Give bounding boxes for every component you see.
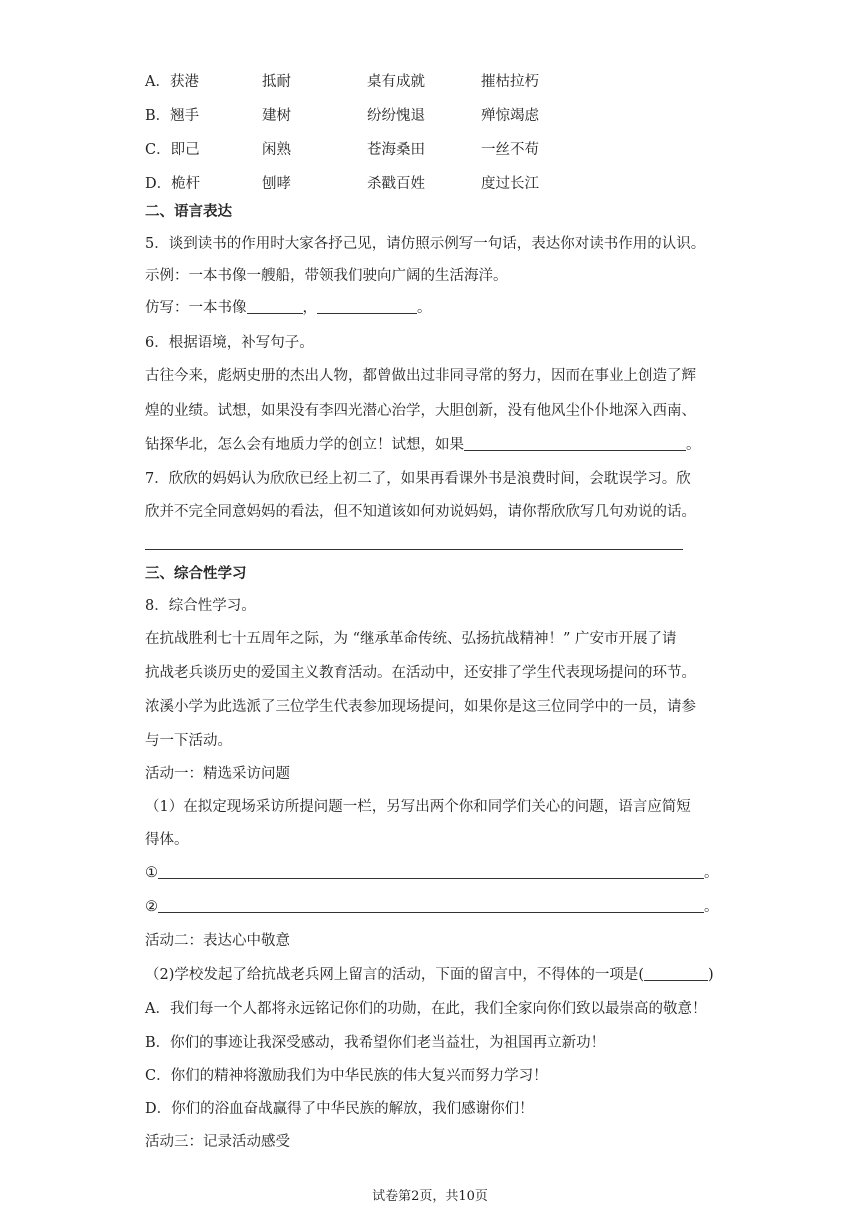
option-word: 闲熟 [262, 142, 291, 158]
question-6-prefix: 钻探华北，怎么会有地质力学的创立！试想，如果 [145, 437, 464, 453]
option-word: 桌有成就 [367, 74, 425, 90]
page-footer: 试卷第2页，共10页 [372, 1189, 488, 1204]
question-5-imitate [145, 298, 432, 318]
question-6-fill [145, 435, 701, 455]
period: 。 [704, 865, 719, 881]
option-label: A．获港 [145, 74, 199, 90]
sub-question-2-text: （2)学校发起了给抗战老兵网上留言的活动，下面的留言中，不得体的一项是( [145, 967, 645, 983]
sub-question-1: （1）在拟定现场采访所提问题一栏，另写出两个你和同学们关心的问题，语言应简短 [145, 799, 691, 815]
question-8-para: 浓溪小学为此选派了三位学生代表参加现场提问，如果你是这三位同学中的一员，请参 [145, 699, 696, 715]
circled-two: ② [145, 899, 158, 915]
option-word: 度过长江 [481, 176, 539, 192]
question-5-example: 示例：一本书像一艘船，带领我们驶向广阔的生活海洋。 [145, 268, 508, 284]
option-word: 摧枯拉朽 [481, 74, 539, 90]
question-7: 欣并不完全同意妈妈的看法，但不知道该如何劝说妈妈，请你帮欣欣写几句劝说的话。 [145, 504, 696, 520]
circled-one: ① [145, 865, 158, 881]
option-word: 建树 [262, 108, 291, 124]
option-label: C．即己 [145, 142, 200, 158]
close-paren: ) [708, 967, 714, 983]
option-label: B．翘手 [145, 108, 200, 124]
sub-question-1: 得体。 [145, 832, 189, 848]
answer-blank[interactable] [464, 436, 686, 451]
activity-1: 活动一：精选采访问题 [145, 766, 290, 782]
question-7: 7．欣欣的妈妈认为欣欣已经上初二了，如果再看课外书是浪费时间，会耽误学习。欣 [145, 471, 691, 487]
option-word: 殚惊竭虑 [481, 108, 539, 124]
question-8-para: 抗战老兵谈历史的爱国主义教育活动。在活动中，还安排了学生代表现场提问的环节。 [145, 665, 696, 681]
period: 。 [417, 300, 432, 316]
question-8-para: 与一下活动。 [145, 733, 232, 749]
option-word: 抵耐 [262, 74, 291, 90]
answer-blank[interactable] [158, 864, 704, 879]
choice-b: B．你们的事迹让我深受感动，我希望你们老当益壮，为祖国再立新功！ [145, 1035, 606, 1051]
question-8: 8．综合性学习。 [145, 598, 256, 614]
answer-blank[interactable] [158, 898, 704, 913]
answer-1 [145, 863, 719, 883]
sub-question-2 [145, 965, 714, 985]
activity-3: 活动三：记录活动感受 [145, 1134, 290, 1150]
answer-2 [145, 897, 719, 917]
answer-blank[interactable] [644, 966, 708, 981]
period: 。 [686, 437, 701, 453]
comma: ， [302, 300, 317, 316]
option-word: 苍海桑田 [367, 142, 425, 158]
choice-a: A．我们每一个人都将永远铭记你们的功勋，在此，我们全家向你们致以最崇高的敬意！ [145, 1001, 707, 1017]
option-label: D．桅杆 [145, 176, 201, 192]
choice-d: D．你们的浴血奋战赢得了中华民族的解放，我们感谢你们！ [145, 1101, 534, 1117]
period: 。 [704, 899, 719, 915]
answer-blank[interactable] [247, 299, 303, 314]
section-heading: 二、语言表达 [145, 203, 232, 220]
question-8-para: 在抗战胜利七十五周年之际，为 “继承革命传统、弘扬抗战精神！” 广安市开展了请 [145, 631, 677, 647]
question-6: 6．根据语境，补写句子。 [145, 335, 314, 351]
section-heading: 三、综合性学习 [145, 565, 247, 582]
option-word: 纷纷愧退 [367, 108, 425, 124]
choice-c: C．你们的精神将激励我们为中华民族的伟大复兴而努力学习！ [145, 1068, 548, 1084]
option-word: 刨哮 [262, 176, 291, 192]
question-6-para: 古往今来，彪炳史册的杰出人物，都曾做出过非同寻常的努力，因而在事业上创造了辉 [145, 368, 696, 384]
answer-blank[interactable] [317, 299, 417, 314]
activity-2: 活动二：表达心中敬意 [145, 933, 290, 949]
option-word: 一丝不苟 [481, 142, 539, 158]
question-6-para: 煌的业绩。试想，如果没有李四光潜心治学，大胆创新，没有他风尘仆仆地深入西南、 [145, 403, 696, 419]
answer-line[interactable] [145, 549, 683, 550]
option-word: 杀戳百姓 [367, 176, 425, 192]
imitate-prefix: 仿写：一本书像 [145, 300, 247, 316]
question-5: 5．谈到读书的作用时大家各抒己见，请仿照示例写一句话，表达你对读书作用的认识。 [145, 236, 706, 252]
